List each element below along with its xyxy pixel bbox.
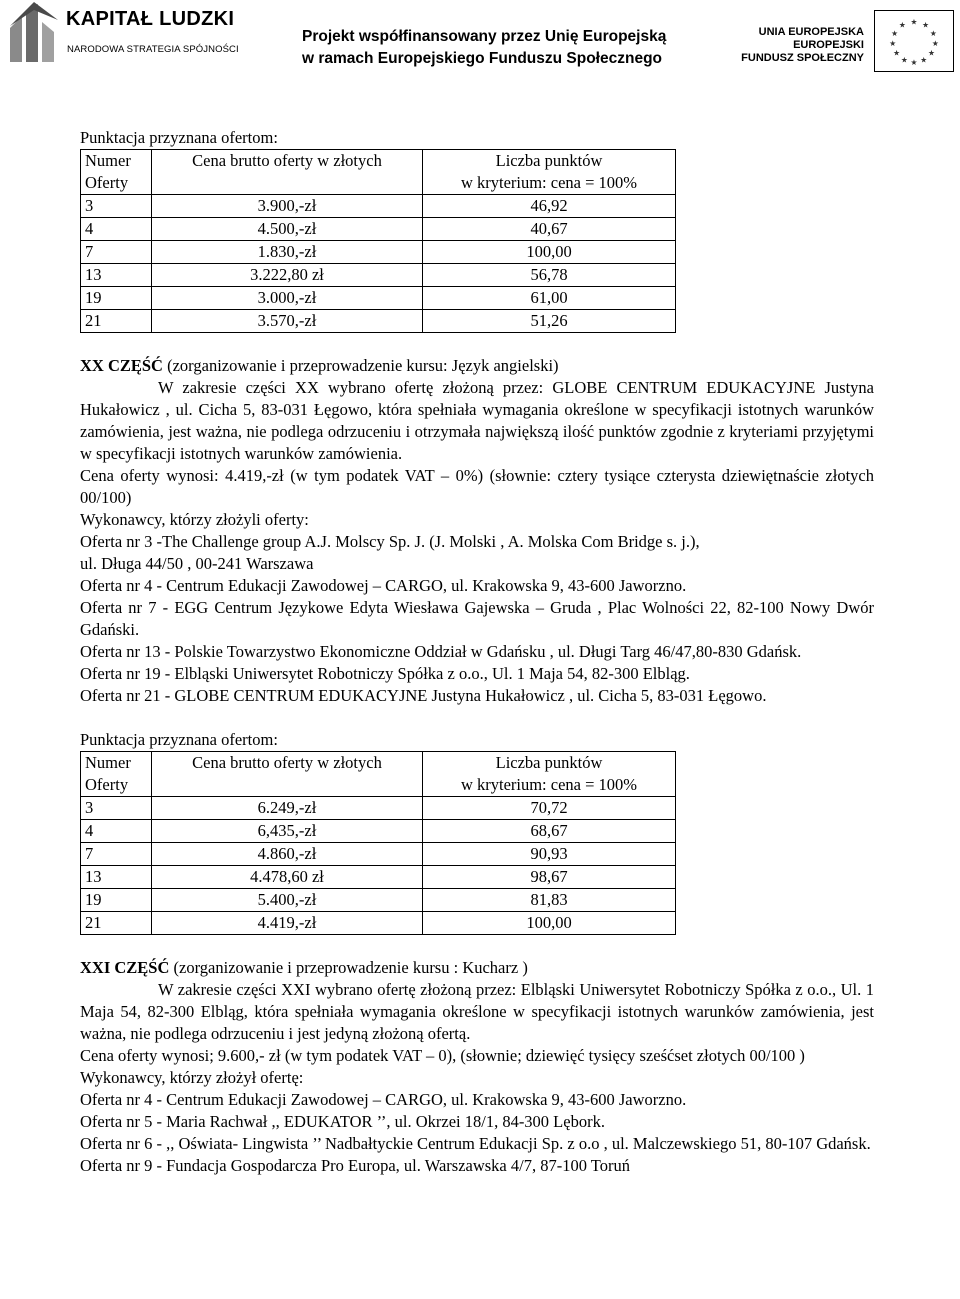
- bidder-line: Oferta nr 4 - Centrum Edukacji Zawodowej – CARGO, ul. Krakowska 9, 43-600 Jaworzno.: [80, 576, 687, 595]
- bidder-line: Oferta nr 21 - GLOBE CENTRUM EDUKACYJNE Justyna Hukałowicz , ul. Cicha 5, 83-031 Łęgowo.: [80, 686, 767, 705]
- table-row: 21 3.570,-zł 51,26: [81, 310, 676, 333]
- table-row: 3 6.249,-zł 70,72: [81, 797, 676, 820]
- bidder-line: Oferta nr 5 - Maria Rachwał ,, EDUKATOR ’’, ul. Okrzei 18/1, 84-300 Lębork.: [80, 1112, 605, 1131]
- bidder-line: Oferta nr 13 - Polskie Towarzystwo Ekonomiczne Oddział w Gdańsku , ul. Długi Targ 46/47,80-830 Gdańsk.: [80, 642, 802, 661]
- svg-text:★: ★: [910, 58, 918, 68]
- scores-table-2: [80, 751, 676, 935]
- project-line-2: w ramach Europejskiego Funduszu Społecznego: [302, 50, 663, 67]
- table-row: 3 3.900,-zł 46,92: [81, 195, 676, 218]
- table-header-row: [81, 752, 676, 797]
- col-header-numer: Numer Oferty: [81, 150, 152, 195]
- svg-text:★: ★: [889, 38, 897, 48]
- svg-text:★: ★: [898, 20, 906, 30]
- scores-table-1: [80, 149, 676, 333]
- col-header-liczba: Liczba punktów w kryterium: cena = 100%: [423, 150, 676, 195]
- bidder-line: Oferta nr 19 - Elbląski Uniwersytet Robotniczy Spółka z o.o., Ul. 1 Maja 54, 82-300 Elbląg.: [80, 664, 690, 683]
- svg-text:★: ★: [910, 17, 918, 27]
- bidder-line: Oferta nr 9 - Fundacja Gospodarcza Pro Europa, ul. Warszawska 4/7, 87-100 Toruń: [80, 1156, 630, 1175]
- eu-label: [741, 26, 864, 65]
- col-header-cena: Cena brutto oferty w złotych: [152, 752, 423, 797]
- table-row: 21 4.419,-zł 100,00: [81, 912, 676, 935]
- project-line-1: Projekt współfinansowany przez Unię Europejską: [302, 28, 667, 45]
- table-row: 4 6,435,-zł 68,67: [81, 820, 676, 843]
- table-row: 7 1.830,-zł 100,00: [81, 241, 676, 264]
- part21-price: Cena oferty wynosi; 9.600,- zł (w tym podatek VAT – 0), (słownie; dziewięć tysięcy sześćset złotych 00/100 ): [80, 1046, 805, 1065]
- eu-line-3: FUNDUSZ SPOŁECZNY: [741, 52, 864, 64]
- part20-bidders-label: Wykonawcy, którzy złożyli oferty:: [80, 510, 309, 529]
- bidder-line: Oferta nr 4 - Centrum Edukacji Zawodowej – CARGO, ul. Krakowska 9, 43-600 Jaworzno.: [80, 1090, 687, 1109]
- table-row: 19 3.000,-zł 61,00: [81, 287, 676, 310]
- program-subtitle: NARODOWA STRATEGIA SPÓJNOŚCI: [67, 44, 239, 55]
- part20-heading: XX CZĘŚĆ (zorganizowanie i przeprowadzenie kursu: Język angielski): [80, 356, 559, 375]
- svg-text:★: ★: [900, 55, 908, 65]
- table-row: 13 4.478,60 zł 98,67: [81, 866, 676, 889]
- svg-text:★: ★: [922, 20, 930, 30]
- bidder-line: Oferta nr 6 - ,, Oświata- Lingwista ’’ Nadbałtyckie Centrum Edukacji Sp. z o.o , ul. Malczewskiego 51, 80-107 Gdańsk.: [80, 1134, 871, 1153]
- col-header-cena: Cena brutto oferty w złotych: [152, 150, 423, 195]
- eu-flag-icon: [874, 10, 954, 72]
- page-header: [0, 0, 960, 80]
- project-funding-note: [302, 26, 666, 70]
- table-header-row: [81, 150, 676, 195]
- eu-line-1: UNIA EUROPEJSKA: [758, 26, 864, 38]
- program-title: KAPITAŁ LUDZKI: [66, 8, 235, 30]
- svg-text:★: ★: [929, 29, 937, 39]
- table-row: 19 5.400,-zł 81,83: [81, 889, 676, 912]
- kapital-ludzki-logo-icon: [8, 2, 60, 64]
- bidder-line: ul. Długa 44/50 , 00-241 Warszawa: [80, 554, 314, 573]
- part21-bidders-label: Wykonawcy, którzy złożył ofertę:: [80, 1068, 304, 1087]
- part20-paragraph: W zakresie części XX wybrano ofertę złożoną przez: GLOBE CENTRUM EDUKACYJNE Justyna Hukałowicz , ul. Cicha 5, 83-031 Łęgowo, która spełniała wymagania określone w specyfikacji istotnych warunków zamówienia, jest ważna, nie podlega odrzuceniu i otrzymała największą ilość punktów zgodnie z kryteriami przyjętymi w specyfikacji istotnych warunków zamówienia.: [80, 378, 874, 463]
- table-row: 7 4.860,-zł 90,93: [81, 843, 676, 866]
- table-row: 13 3.222,80 zł 56,78: [81, 264, 676, 287]
- table2-caption: Punktacja przyznana ofertom:: [80, 730, 278, 749]
- table1-caption: Punktacja przyznana ofertom:: [80, 128, 278, 147]
- bidder-line: Oferta nr 7 - EGG Centrum Językowe Edyta Wiesława Gajewska – Gruda , Plac Wolności 22, 82-100 Nowy Dwór Gdański.: [80, 598, 874, 639]
- table-row: 4 4.500,-zł 40,67: [81, 218, 676, 241]
- svg-text:★: ★: [893, 48, 901, 58]
- svg-text:★: ★: [920, 55, 928, 65]
- svg-text:★: ★: [927, 48, 935, 58]
- svg-text:★: ★: [891, 29, 899, 39]
- col-header-liczba: Liczba punktów w kryterium: cena = 100%: [423, 752, 676, 797]
- bidder-line: Oferta nr 3 -The Challenge group A.J. Molscy Sp. J. (J. Molski , A. Molska Com Bridge s. j.),: [80, 532, 700, 551]
- svg-text:★: ★: [931, 38, 939, 48]
- part21-heading: XXI CZĘŚĆ (zorganizowanie i przeprowadzenie kursu : Kucharz ): [80, 958, 528, 977]
- document-body: [80, 127, 874, 1177]
- part21-paragraph: W zakresie części XXI wybrano ofertę złożoną przez: Elbląski Uniwersytet Robotniczy Spółka z o.o., Ul. 1 Maja 54, 82-300 Elbląg, która spełniała wymagania określone w specyfikacji istotnych warunków zamówienia, jest ważna, nie podlega odrzuceniu i jest jedyną złożoną ofertą.: [80, 980, 874, 1043]
- eu-line-2: EUROPEJSKI: [793, 39, 864, 51]
- part20-price: Cena oferty wynosi: 4.419,-zł (w tym podatek VAT – 0%) (słownie: cztery tysiące czterysta dziewiętnaście złotych 00/100): [80, 466, 874, 507]
- col-header-numer: Numer Oferty: [81, 752, 152, 797]
